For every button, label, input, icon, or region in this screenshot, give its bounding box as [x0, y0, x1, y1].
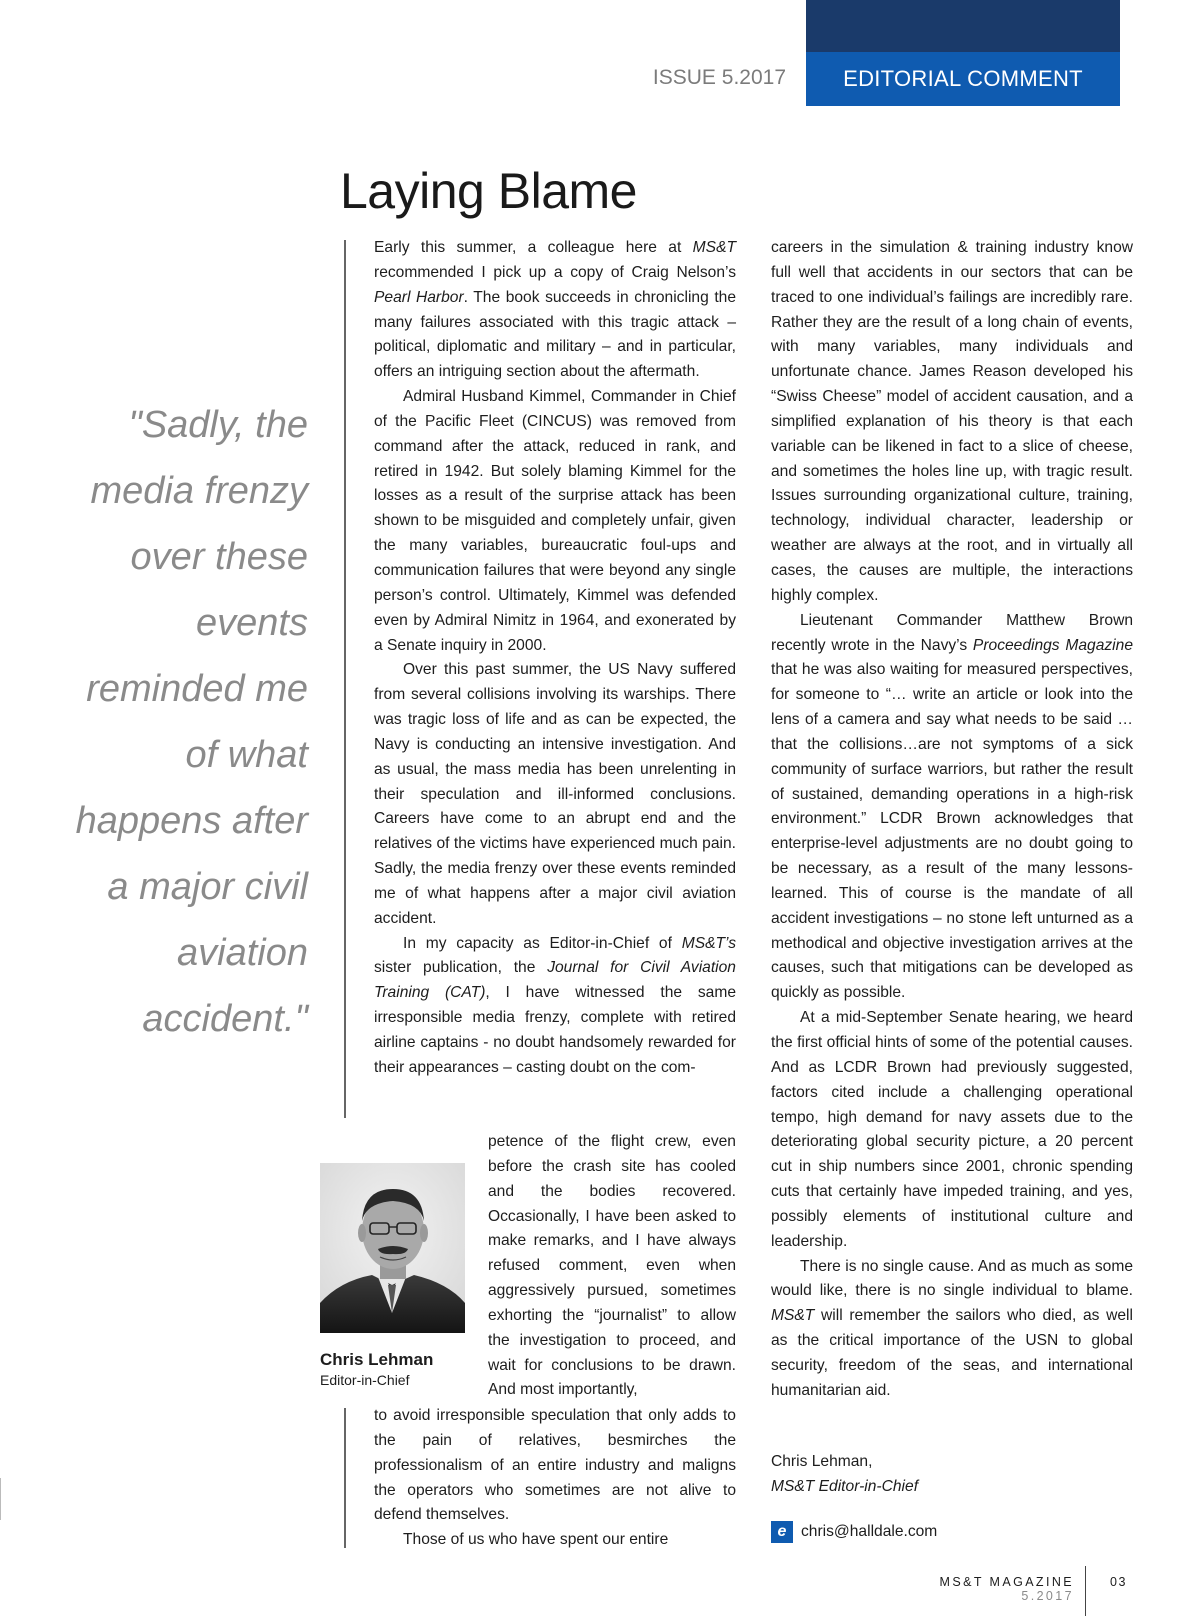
paragraph-6: Lieutenant Commander Matthew Brown recently wrote in the Navy’s Proceedings Magazine that he was also waiting for measured perspectives, for someone to “… write an article or look into the lens of a camera and say what needs to be said …that the collisions…are not symptoms of a sick community of surface warriors, but rather the result of sustained, demanding operations in a high-risk environment.” LCDR Brown acknowledges that enterprise-level adjustments are no doubt going to be necessary, as a result of the many lessons-learned. This of course is the mandate of all accident investigations – no stone left unturned as a methodical and objective investigation arrives at the causes, such that mitigations can be developed as quickly as possible. — [771, 611, 1133, 1002]
contact-email[interactable] — [771, 1521, 937, 1543]
paragraph-3: Over this past summer, the US Navy suffered from several collisions involving its warships. There was tragic loss of life and as can be expected, the Navy is conducting an intensive investigation. And as usual, the mass media has been unrelenting in their speculation and ill-informed conclusions. Careers have come to an abrupt end and the relatives of the victims have experienced much pain. Sadly, the media frenzy over these events reminded me of what happens after a major civil aviation accident. — [374, 661, 736, 927]
footer-divider — [1085, 1566, 1086, 1616]
signature-role: MS&T Editor-in-Chief — [771, 1477, 919, 1495]
paragraph-1: Early this summer, a colleague here at MS&T recommended I pick up a copy of Craig Nelson’s Pearl Harbor. The book succeeds in chronicling the many failures associated with this tragic attack – political, diplomatic and military – and in particular, offers an intriguing section about the aftermath. — [374, 239, 736, 381]
paragraph-4: In my capacity as Editor-in-Chief of MS&T’s sister publication, the Journal for Civil Aviation Training (CAT), I have witnessed the same irresponsible media frenzy, complete with retired airline captains - no doubt handsomely rewarded for their appearances – casting doubt on the com- — [374, 934, 736, 1076]
section-label: EDITORIAL COMMENT — [843, 66, 1083, 91]
body-column-middle — [374, 236, 736, 1081]
paragraph-5-start: Those of us who have spent our entire — [403, 1531, 669, 1549]
body-column-middle-bottom — [374, 1404, 736, 1553]
paragraph-8: There is no single cause. And as much as some would like, there is no single individual to blame. MS&T will remember the sailors who died, as well as the critical importance of the USN to global security, freedom of the seas, and international humanitarian aid. — [771, 1257, 1133, 1399]
pull-quote: "Sadly, the media frenzy over these events reminded me of what happens after a major civil aviation accident." — [75, 404, 308, 1040]
column-rule-top — [344, 240, 346, 1118]
column-rule-bottom — [344, 1408, 346, 1548]
author-name: Chris Lehman — [320, 1350, 434, 1369]
email-address[interactable]: chris@halldale.com — [801, 1523, 938, 1540]
page-number: 03 — [1110, 1575, 1127, 1589]
page-edge-mark — [0, 1478, 1, 1520]
body-column-right — [771, 236, 1133, 1404]
body-column-wrap — [488, 1130, 736, 1403]
signature — [771, 1450, 918, 1500]
footer-magazine: MS&T MAGAZINE 5.2017 — [939, 1575, 1074, 1603]
header-band-dark — [806, 0, 1120, 52]
author-photo — [320, 1163, 465, 1333]
paragraph-5-continued: careers in the simulation & training industry know full well that accidents in our sectors that can be traced to one individual’s failings are incredibly rare. Rather they are the result of a long chain of events, with many variables, many individuals and unfortunate chance. James Reason developed his “Swiss Cheese” model of accident causation, and a simplified explanation of his theory is that each variable can be likened in fact to a slice of cheese, and sometimes the holes line up, with tragic result. Issues surrounding organizational culture, training, technology, individual character, leadership or weather are always at the root, and in virtually all cases, the causes are multiple, the interactions highly complex. — [771, 239, 1133, 604]
section-banner — [806, 52, 1120, 106]
email-icon: e — [771, 1521, 793, 1543]
paragraph-2: Admiral Husband Kimmel, Commander in Chief of the Pacific Fleet (CINCUS) was removed from command after the attack, reduced in rank, and retired in 1942. But solely blaming Kimmel for the losses as a result of the surprise attack has been shown to be misguided and completely unfair, given the many variables, bureaucratic foul-ups and communication failures that were beyond any single person’s control. Ultimately, Kimmel was defended even by Admiral Nimitz in 1964, and exonerated by a Senate inquiry in 2000. — [374, 388, 736, 654]
article-title: Laying Blame — [340, 163, 637, 219]
paragraph-4-wrap: petence of the flight crew, even before the crash site has cooled and the bodies recovered. Occasionally, I have been asked to make remarks, and I have always refused comment, even when aggressively pursued, sometimes exhorting the “journalist” to allow the investigation to proceed, and wait for conclusions to be drawn. And most importantly, — [488, 1133, 736, 1399]
author-portrait-image — [320, 1163, 465, 1333]
issue-label: ISSUE 5.2017 — [652, 66, 786, 89]
paragraph-7: At a mid-September Senate hearing, we heard the first official hints of some of the potential causes. And as LCDR Brown had previously suggested, factors cited include a challenging operational tempo, high demand for navy assets due to the deteriorating global security picture, a 20 percent cut in ship numbers since 2001, chronic spending cuts that certainly have impeded training, and yes, possibly elements of institutional culture and leadership. — [771, 1009, 1133, 1250]
author-role: Editor-in-Chief — [320, 1372, 410, 1388]
signature-name: Chris Lehman, — [771, 1453, 873, 1470]
paragraph-4-end: to avoid irresponsible speculation that only adds to the pain of relatives, besmirches the professionalism of an entire industry and maligns the operators who sometimes are not alive to defend themselves. — [374, 1407, 736, 1524]
